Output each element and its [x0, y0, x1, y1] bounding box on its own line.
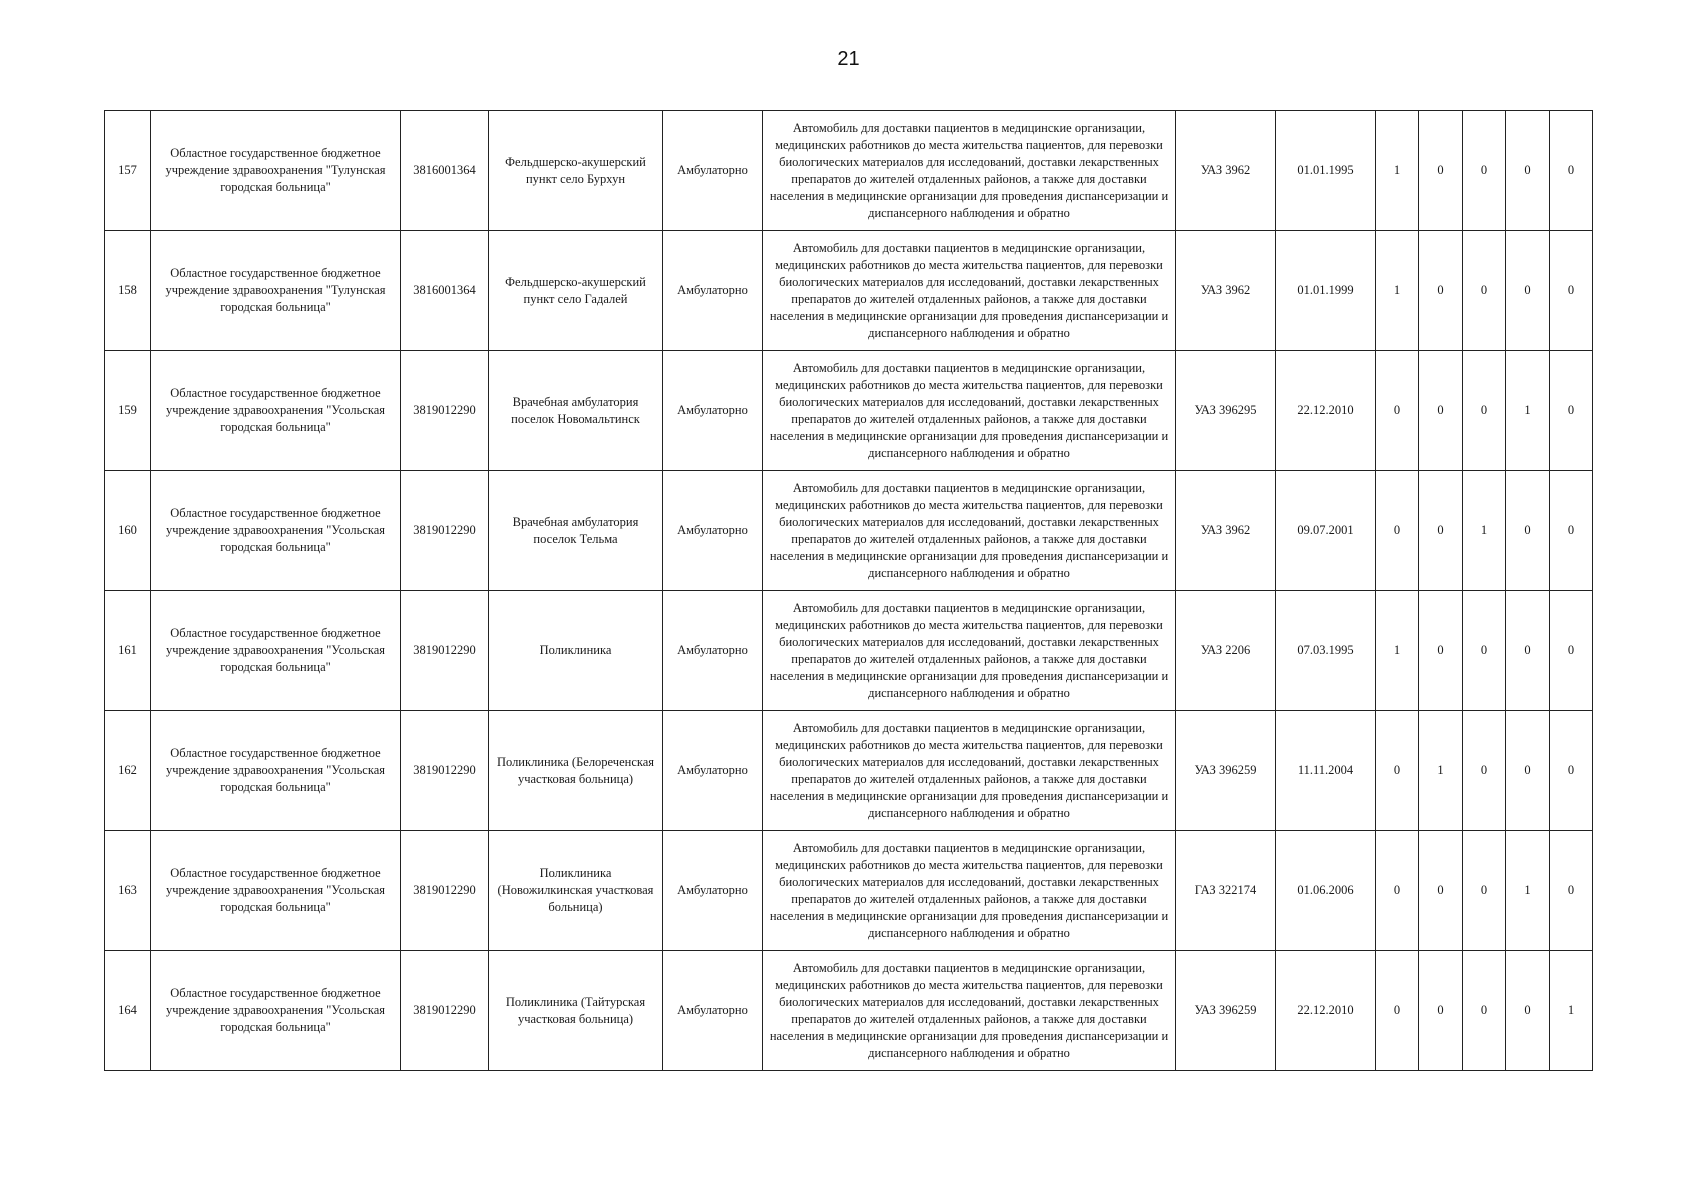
- count-cell-4: 0: [1506, 111, 1550, 231]
- vehicle-model-cell: УАЗ 396259: [1176, 951, 1276, 1071]
- subdivision-cell: Фельдшерско-акушерский пункт село Гадалей: [489, 231, 663, 351]
- count-cell-2: 0: [1419, 831, 1463, 951]
- organization-cell: Областное государственное бюджетное учреждение здравоохранения "Тулунская городская больница": [151, 111, 401, 231]
- vehicle-model-cell: УАЗ 2206: [1176, 591, 1276, 711]
- count-cell-1: 0: [1376, 351, 1419, 471]
- subdivision-cell: Врачебная амбулатория поселок Новомальтинск: [489, 351, 663, 471]
- date-cell: 22.12.2010: [1276, 351, 1376, 471]
- count-cell-5: 0: [1550, 111, 1593, 231]
- organization-cell: Областное государственное бюджетное учреждение здравоохранения "Усольская городская больница": [151, 351, 401, 471]
- subdivision-cell: Врачебная амбулатория поселок Тельма: [489, 471, 663, 591]
- organization-cell: Областное государственное бюджетное учреждение здравоохранения "Тулунская городская больница": [151, 231, 401, 351]
- purpose-cell: Автомобиль для доставки пациентов в медицинские организации, медицинских работников до места жительства пациентов, для перевозки биологических материалов для исследований, доставки лекарственных препаратов до жителей отдаленных районов, а также для доставки населения в медицинские организации для проведения диспансеризации и диспансерного наблюдения и обратно: [763, 831, 1176, 951]
- inn-cell: 3819012290: [401, 471, 489, 591]
- count-cell-3: 0: [1463, 711, 1506, 831]
- date-cell: 01.01.1995: [1276, 111, 1376, 231]
- table-row: [105, 111, 1593, 231]
- table-row: [105, 831, 1593, 951]
- count-cell-3: 0: [1463, 231, 1506, 351]
- row-number-cell: 164: [105, 951, 151, 1071]
- row-number-cell: 161: [105, 591, 151, 711]
- vehicle-model-cell: ГАЗ 322174: [1176, 831, 1276, 951]
- purpose-cell: Автомобиль для доставки пациентов в медицинские организации, медицинских работников до места жительства пациентов, для перевозки биологических материалов для исследований, доставки лекарственных препаратов до жителей отдаленных районов, а также для доставки населения в медицинские организации для проведения диспансеризации и диспансерного наблюдения и обратно: [763, 951, 1176, 1071]
- table-row: [105, 711, 1593, 831]
- count-cell-1: 0: [1376, 831, 1419, 951]
- purpose-cell: Автомобиль для доставки пациентов в медицинские организации, медицинских работников до места жительства пациентов, для перевозки биологических материалов для исследований, доставки лекарственных препаратов до жителей отдаленных районов, а также для доставки населения в медицинские организации для проведения диспансеризации и диспансерного наблюдения и обратно: [763, 471, 1176, 591]
- count-cell-2: 0: [1419, 591, 1463, 711]
- row-number-cell: 157: [105, 111, 151, 231]
- count-cell-1: 0: [1376, 471, 1419, 591]
- count-cell-4: 0: [1506, 711, 1550, 831]
- vehicle-model-cell: УАЗ 3962: [1176, 231, 1276, 351]
- vehicle-model-cell: УАЗ 396259: [1176, 711, 1276, 831]
- care-type-cell: Амбулаторно: [663, 711, 763, 831]
- care-type-cell: Амбулаторно: [663, 231, 763, 351]
- table-row: [105, 471, 1593, 591]
- inn-cell: 3819012290: [401, 831, 489, 951]
- vehicle-registry-table: [104, 110, 1593, 1071]
- table-row: [105, 351, 1593, 471]
- organization-cell: Областное государственное бюджетное учреждение здравоохранения "Усольская городская больница": [151, 711, 401, 831]
- row-number-cell: 162: [105, 711, 151, 831]
- date-cell: 09.07.2001: [1276, 471, 1376, 591]
- count-cell-1: 0: [1376, 711, 1419, 831]
- inn-cell: 3816001364: [401, 231, 489, 351]
- vehicle-model-cell: УАЗ 3962: [1176, 471, 1276, 591]
- count-cell-3: 0: [1463, 351, 1506, 471]
- count-cell-2: 0: [1419, 351, 1463, 471]
- organization-cell: Областное государственное бюджетное учреждение здравоохранения "Усольская городская больница": [151, 951, 401, 1071]
- count-cell-4: 0: [1506, 591, 1550, 711]
- inn-cell: 3819012290: [401, 711, 489, 831]
- care-type-cell: Амбулаторно: [663, 591, 763, 711]
- row-number-cell: 160: [105, 471, 151, 591]
- count-cell-2: 0: [1419, 951, 1463, 1071]
- count-cell-1: 1: [1376, 111, 1419, 231]
- count-cell-5: 0: [1550, 591, 1593, 711]
- count-cell-3: 0: [1463, 951, 1506, 1071]
- care-type-cell: Амбулаторно: [663, 351, 763, 471]
- organization-cell: Областное государственное бюджетное учреждение здравоохранения "Усольская городская больница": [151, 831, 401, 951]
- subdivision-cell: Поликлиника (Новожилкинская участковая больница): [489, 831, 663, 951]
- care-type-cell: Амбулаторно: [663, 951, 763, 1071]
- count-cell-1: 1: [1376, 591, 1419, 711]
- table-row: [105, 231, 1593, 351]
- count-cell-1: 0: [1376, 951, 1419, 1071]
- count-cell-4: 1: [1506, 351, 1550, 471]
- inn-cell: 3819012290: [401, 951, 489, 1071]
- count-cell-2: 0: [1419, 111, 1463, 231]
- subdivision-cell: Поликлиника: [489, 591, 663, 711]
- organization-cell: Областное государственное бюджетное учреждение здравоохранения "Усольская городская больница": [151, 471, 401, 591]
- registry-body: [105, 111, 1593, 1071]
- count-cell-3: 1: [1463, 471, 1506, 591]
- row-number-cell: 158: [105, 231, 151, 351]
- count-cell-1: 1: [1376, 231, 1419, 351]
- date-cell: 07.03.1995: [1276, 591, 1376, 711]
- care-type-cell: Амбулаторно: [663, 831, 763, 951]
- count-cell-5: 1: [1550, 951, 1593, 1071]
- date-cell: 01.06.2006: [1276, 831, 1376, 951]
- vehicle-model-cell: УАЗ 3962: [1176, 111, 1276, 231]
- subdivision-cell: Поликлиника (Тайтурская участковая больница): [489, 951, 663, 1071]
- count-cell-3: 0: [1463, 591, 1506, 711]
- count-cell-5: 0: [1550, 831, 1593, 951]
- count-cell-4: 0: [1506, 951, 1550, 1071]
- inn-cell: 3819012290: [401, 351, 489, 471]
- count-cell-5: 0: [1550, 471, 1593, 591]
- purpose-cell: Автомобиль для доставки пациентов в медицинские организации, медицинских работников до места жительства пациентов, для перевозки биологических материалов для исследований, доставки лекарственных препаратов до жителей отдаленных районов, а также для доставки населения в медицинские организации для проведения диспансеризации и диспансерного наблюдения и обратно: [763, 591, 1176, 711]
- care-type-cell: Амбулаторно: [663, 111, 763, 231]
- care-type-cell: Амбулаторно: [663, 471, 763, 591]
- subdivision-cell: Фельдшерско-акушерский пункт село Бурхун: [489, 111, 663, 231]
- date-cell: 01.01.1999: [1276, 231, 1376, 351]
- count-cell-2: 1: [1419, 711, 1463, 831]
- page-number: 21: [837, 48, 860, 70]
- date-cell: 11.11.2004: [1276, 711, 1376, 831]
- count-cell-4: 0: [1506, 231, 1550, 351]
- count-cell-3: 0: [1463, 831, 1506, 951]
- purpose-cell: Автомобиль для доставки пациентов в медицинские организации, медицинских работников до места жительства пациентов, для перевозки биологических материалов для исследований, доставки лекарственных препаратов до жителей отдаленных районов, а также для доставки населения в медицинские организации для проведения диспансеризации и диспансерного наблюдения и обратно: [763, 711, 1176, 831]
- count-cell-4: 0: [1506, 471, 1550, 591]
- purpose-cell: Автомобиль для доставки пациентов в медицинские организации, медицинских работников до места жительства пациентов, для перевозки биологических материалов для исследований, доставки лекарственных препаратов до жителей отдаленных районов, а также для доставки населения в медицинские организации для проведения диспансеризации и диспансерного наблюдения и обратно: [763, 351, 1176, 471]
- count-cell-5: 0: [1550, 711, 1593, 831]
- count-cell-4: 1: [1506, 831, 1550, 951]
- table-row: [105, 591, 1593, 711]
- count-cell-5: 0: [1550, 351, 1593, 471]
- count-cell-5: 0: [1550, 231, 1593, 351]
- purpose-cell: Автомобиль для доставки пациентов в медицинские организации, медицинских работников до места жительства пациентов, для перевозки биологических материалов для исследований, доставки лекарственных препаратов до жителей отдаленных районов, а также для доставки населения в медицинские организации для проведения диспансеризации и диспансерного наблюдения и обратно: [763, 111, 1176, 231]
- count-cell-3: 0: [1463, 111, 1506, 231]
- purpose-cell: Автомобиль для доставки пациентов в медицинские организации, медицинских работников до места жительства пациентов, для перевозки биологических материалов для исследований, доставки лекарственных препаратов до жителей отдаленных районов, а также для доставки населения в медицинские организации для проведения диспансеризации и диспансерного наблюдения и обратно: [763, 231, 1176, 351]
- count-cell-2: 0: [1419, 231, 1463, 351]
- inn-cell: 3819012290: [401, 591, 489, 711]
- inn-cell: 3816001364: [401, 111, 489, 231]
- subdivision-cell: Поликлиника (Белореченская участковая больница): [489, 711, 663, 831]
- organization-cell: Областное государственное бюджетное учреждение здравоохранения "Усольская городская больница": [151, 591, 401, 711]
- count-cell-2: 0: [1419, 471, 1463, 591]
- vehicle-model-cell: УАЗ 396295: [1176, 351, 1276, 471]
- table-row: [105, 951, 1593, 1071]
- date-cell: 22.12.2010: [1276, 951, 1376, 1071]
- row-number-cell: 163: [105, 831, 151, 951]
- row-number-cell: 159: [105, 351, 151, 471]
